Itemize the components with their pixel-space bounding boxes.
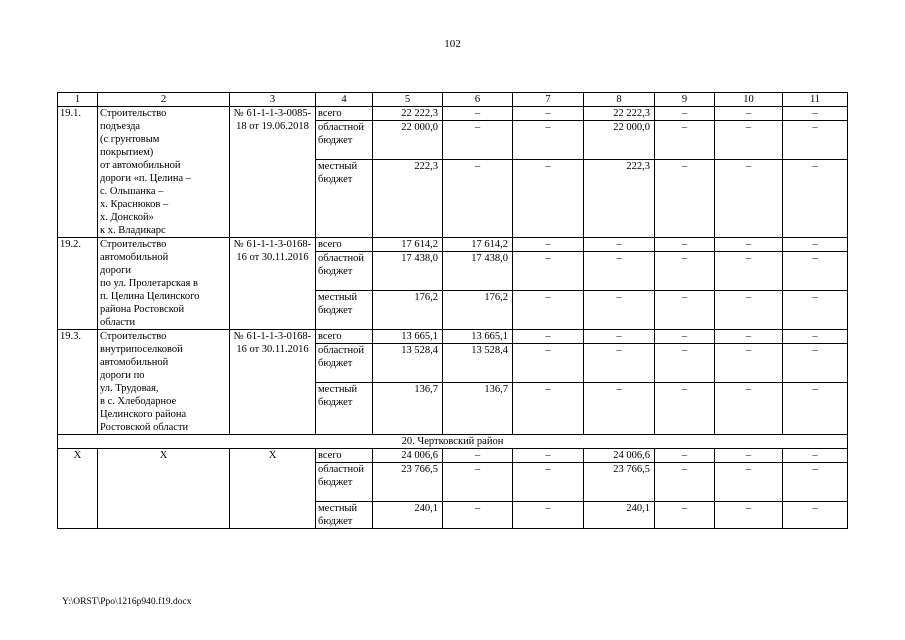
amount-cell: – bbox=[783, 449, 848, 463]
amount-cell: 13 528,4 bbox=[373, 344, 443, 383]
amount-cell: – bbox=[584, 238, 655, 252]
amount-cell: 136,7 bbox=[373, 383, 443, 435]
object-name-line: внутрипоселковой bbox=[100, 344, 183, 355]
amount-cell: – bbox=[715, 502, 783, 529]
amount-cell: – bbox=[443, 107, 513, 121]
amount-cell: – bbox=[513, 330, 584, 344]
object-name-line: х. Донской» bbox=[100, 212, 154, 223]
budget-line-label: областной бюджет bbox=[316, 463, 373, 502]
amount-cell: – bbox=[783, 252, 848, 291]
object-name bbox=[98, 330, 230, 435]
section-title: 20. Чертковский район bbox=[58, 435, 848, 449]
column-number: 8 bbox=[584, 93, 655, 107]
amount-cell: – bbox=[584, 330, 655, 344]
amount-cell: – bbox=[655, 291, 715, 330]
table-row bbox=[58, 449, 848, 463]
object-name-line: области bbox=[100, 317, 136, 328]
budget-line-label: областной бюджет bbox=[316, 252, 373, 291]
object-name-line: подъезда bbox=[100, 121, 141, 132]
table-row bbox=[58, 330, 848, 344]
amount-cell: – bbox=[715, 252, 783, 291]
amount-cell: 22 000,0 bbox=[584, 121, 655, 160]
row-number: 19.2. bbox=[58, 238, 98, 330]
object-name-line: в с. Хлебодарное bbox=[100, 396, 177, 407]
budget-line-label: областной бюджет bbox=[316, 121, 373, 160]
amount-cell: 24 006,6 bbox=[373, 449, 443, 463]
amount-cell: – bbox=[783, 291, 848, 330]
amount-cell: – bbox=[655, 238, 715, 252]
amount-cell: – bbox=[513, 383, 584, 435]
amount-cell: – bbox=[715, 449, 783, 463]
object-name-line: ул. Трудовая, bbox=[100, 383, 159, 394]
amount-cell: 176,2 bbox=[443, 291, 513, 330]
amount-cell: 136,7 bbox=[443, 383, 513, 435]
document-ref: № 61-1-1-3-0168-16 от 30.11.2016 bbox=[230, 330, 316, 435]
amount-cell: – bbox=[715, 107, 783, 121]
amount-cell: 22 222,3 bbox=[373, 107, 443, 121]
section-placeholder: Х bbox=[58, 449, 98, 529]
document-ref: № 61-1-1-3-0168-16 от 30.11.2016 bbox=[230, 238, 316, 330]
amount-cell: 23 766,5 bbox=[373, 463, 443, 502]
amount-cell: – bbox=[513, 252, 584, 291]
amount-cell: – bbox=[783, 502, 848, 529]
object-name-line: к х. Владикарс bbox=[100, 225, 166, 236]
amount-cell: 17 438,0 bbox=[443, 252, 513, 291]
amount-cell: 23 766,5 bbox=[584, 463, 655, 502]
amount-cell: – bbox=[584, 252, 655, 291]
amount-cell: – bbox=[655, 160, 715, 238]
row-number: 19.1. bbox=[58, 107, 98, 238]
amount-cell: – bbox=[655, 463, 715, 502]
amount-cell: – bbox=[584, 291, 655, 330]
amount-cell: – bbox=[715, 383, 783, 435]
amount-cell: 222,3 bbox=[373, 160, 443, 238]
amount-cell: – bbox=[513, 502, 584, 529]
amount-cell: – bbox=[513, 291, 584, 330]
budget-line-label: местный бюджет bbox=[316, 291, 373, 330]
object-name-line: п. Целина Целинского bbox=[100, 291, 200, 302]
object-name-line: дороги bbox=[100, 265, 132, 276]
amount-cell: 240,1 bbox=[584, 502, 655, 529]
object-name-line: покрытием) bbox=[100, 147, 154, 158]
amount-cell: – bbox=[655, 383, 715, 435]
budget-line-label: всего bbox=[316, 330, 373, 344]
amount-cell: – bbox=[513, 121, 584, 160]
amount-cell: – bbox=[655, 121, 715, 160]
budget-line-label: местный бюджет bbox=[316, 383, 373, 435]
object-name bbox=[98, 107, 230, 238]
column-number: 6 bbox=[443, 93, 513, 107]
section-placeholder: Х bbox=[230, 449, 316, 529]
table-row bbox=[58, 238, 848, 252]
amount-cell: – bbox=[783, 383, 848, 435]
budget-line-label: областной бюджет bbox=[316, 344, 373, 383]
amount-cell: 22 000,0 bbox=[373, 121, 443, 160]
object-name-line: (с грунтовым bbox=[100, 134, 160, 145]
amount-cell: 176,2 bbox=[373, 291, 443, 330]
table-row bbox=[58, 107, 848, 121]
amount-cell: – bbox=[513, 463, 584, 502]
amount-cell: – bbox=[783, 107, 848, 121]
budget-line-label: всего bbox=[316, 107, 373, 121]
amount-cell: – bbox=[715, 291, 783, 330]
amount-cell: – bbox=[584, 344, 655, 383]
object-name-line: Строительство bbox=[100, 108, 167, 119]
object-name bbox=[98, 238, 230, 330]
footer-file-path: Y:\ORST\Ppo\1216p940.f19.docx bbox=[62, 597, 192, 607]
amount-cell: 222,3 bbox=[584, 160, 655, 238]
amount-cell: – bbox=[715, 238, 783, 252]
object-name-line: с. Ольшанка – bbox=[100, 186, 164, 197]
amount-cell: – bbox=[715, 344, 783, 383]
object-name-line: автомобильной bbox=[100, 357, 169, 368]
amount-cell: – bbox=[783, 463, 848, 502]
row-number: 19.3. bbox=[58, 330, 98, 435]
object-name-line: района Ростовской bbox=[100, 304, 185, 315]
amount-cell: 13 528,4 bbox=[443, 344, 513, 383]
amount-cell: – bbox=[513, 344, 584, 383]
budget-table bbox=[57, 92, 848, 529]
amount-cell: – bbox=[783, 121, 848, 160]
amount-cell: – bbox=[655, 502, 715, 529]
amount-cell: – bbox=[783, 344, 848, 383]
amount-cell: – bbox=[655, 449, 715, 463]
amount-cell: – bbox=[783, 330, 848, 344]
column-number: 2 bbox=[98, 93, 230, 107]
amount-cell: – bbox=[513, 107, 584, 121]
amount-cell: 17 614,2 bbox=[373, 238, 443, 252]
object-name-line: дороги по bbox=[100, 370, 145, 381]
column-number: 11 bbox=[783, 93, 848, 107]
amount-cell: – bbox=[715, 330, 783, 344]
object-name-line: Целинского района bbox=[100, 409, 187, 420]
document-ref: № 61-1-1-3-0085-18 от 19.06.2018 bbox=[230, 107, 316, 238]
object-name-line: Ростовской области bbox=[100, 422, 189, 433]
amount-cell: – bbox=[513, 160, 584, 238]
amount-cell: – bbox=[655, 107, 715, 121]
column-number: 9 bbox=[655, 93, 715, 107]
amount-cell: – bbox=[513, 238, 584, 252]
amount-cell: – bbox=[443, 463, 513, 502]
object-name-line: дороги «п. Целина – bbox=[100, 173, 192, 184]
object-name-line: по ул. Пролетарская в bbox=[100, 278, 198, 289]
amount-cell: – bbox=[443, 449, 513, 463]
amount-cell: 13 665,1 bbox=[373, 330, 443, 344]
amount-cell: – bbox=[715, 160, 783, 238]
amount-cell: – bbox=[715, 121, 783, 160]
amount-cell: – bbox=[584, 383, 655, 435]
column-number-row bbox=[58, 93, 848, 107]
amount-cell: – bbox=[443, 160, 513, 238]
amount-cell: – bbox=[443, 121, 513, 160]
budget-line-label: местный бюджет bbox=[316, 502, 373, 529]
column-number: 7 bbox=[513, 93, 584, 107]
object-name-line: Строительство bbox=[100, 331, 167, 342]
column-number: 3 bbox=[230, 93, 316, 107]
amount-cell: 17 614,2 bbox=[443, 238, 513, 252]
amount-cell: – bbox=[715, 463, 783, 502]
amount-cell: – bbox=[783, 238, 848, 252]
budget-line-label: местный бюджет bbox=[316, 160, 373, 238]
amount-cell: 24 006,6 bbox=[584, 449, 655, 463]
column-number: 10 bbox=[715, 93, 783, 107]
page-number: 102 bbox=[444, 38, 461, 50]
object-name-line: от автомобильной bbox=[100, 160, 181, 171]
amount-cell: – bbox=[513, 449, 584, 463]
object-name-line: х. Краснюков – bbox=[100, 199, 169, 210]
section-placeholder: Х bbox=[98, 449, 230, 529]
amount-cell: 240,1 bbox=[373, 502, 443, 529]
object-name-line: Строительство bbox=[100, 239, 167, 250]
amount-cell: – bbox=[655, 330, 715, 344]
budget-line-label: всего bbox=[316, 238, 373, 252]
amount-cell: 22 222,3 bbox=[584, 107, 655, 121]
amount-cell: 13 665,1 bbox=[443, 330, 513, 344]
object-name-line: автомобильной bbox=[100, 252, 169, 263]
section-row bbox=[58, 435, 848, 449]
column-number: 4 bbox=[316, 93, 373, 107]
column-number: 1 bbox=[58, 93, 98, 107]
amount-cell: – bbox=[655, 252, 715, 291]
amount-cell: – bbox=[443, 502, 513, 529]
amount-cell: – bbox=[783, 160, 848, 238]
budget-line-label: всего bbox=[316, 449, 373, 463]
column-number: 5 bbox=[373, 93, 443, 107]
amount-cell: – bbox=[655, 344, 715, 383]
amount-cell: 17 438,0 bbox=[373, 252, 443, 291]
